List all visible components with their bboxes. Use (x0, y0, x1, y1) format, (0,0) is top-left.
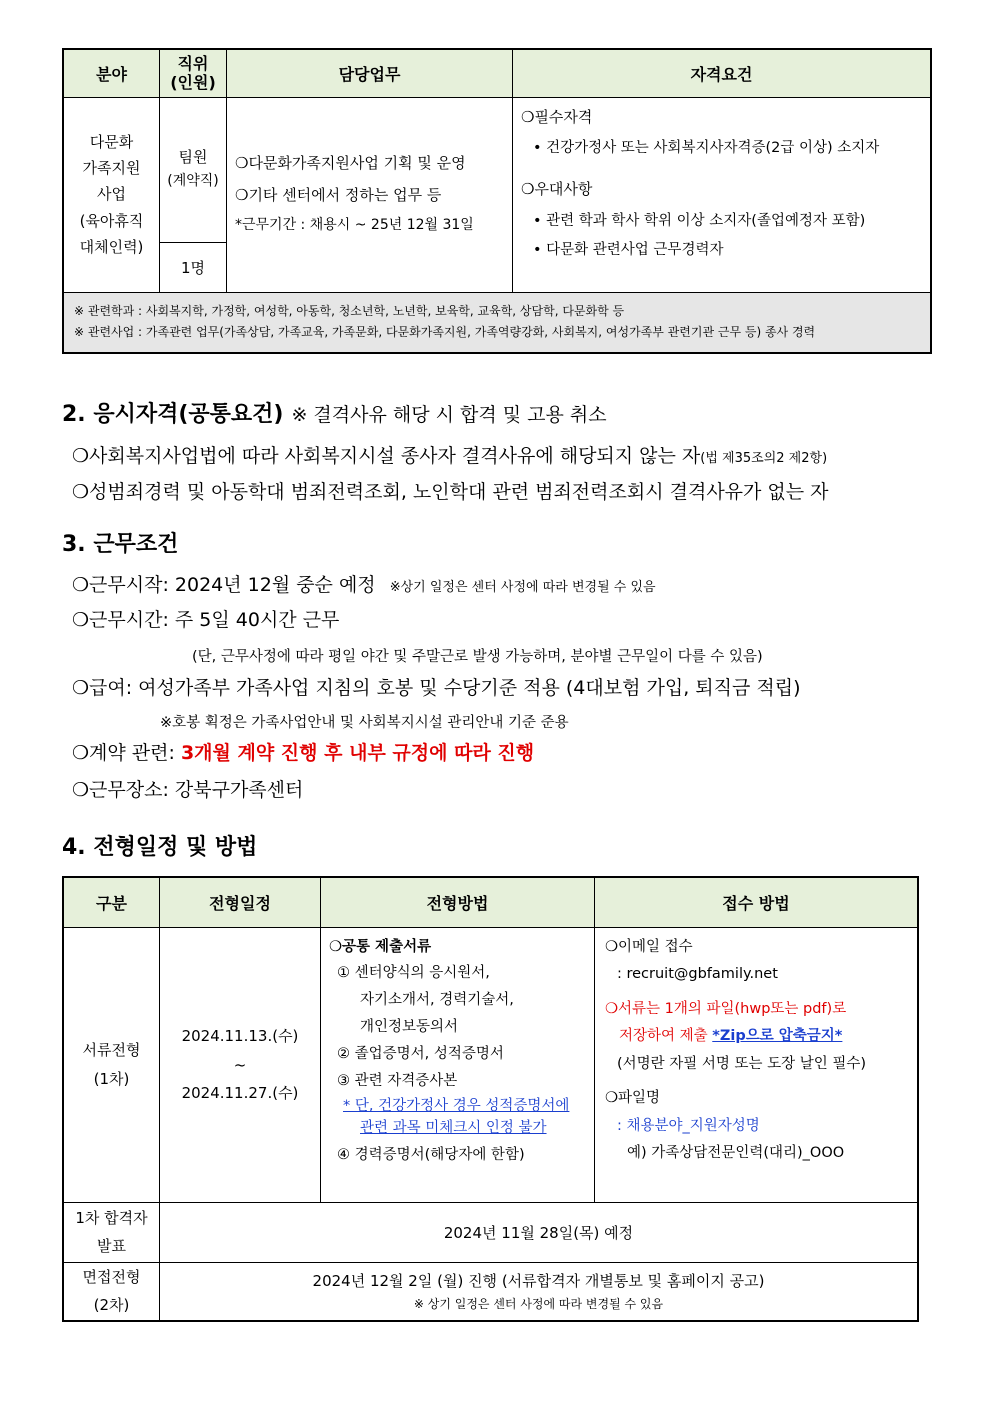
date-separator: ~ (233, 1055, 247, 1074)
required-title: ❍필수자격 (521, 107, 593, 126)
stage-cell-2 (63, 1203, 160, 1263)
signature-note: (서명란 자필 서명 또는 도장 날인 필수) (617, 1055, 867, 1072)
salary: ❍급여: 여성가족부 가족사업 지침의 호봉 및 수당기준 적용 (4대보험 가입, 퇴직금 적립) (72, 677, 801, 699)
section-2-heading (62, 397, 607, 428)
preferred-item: • 관련 학과 학사 학위 이상 소지자(졸업예정자 포함) (533, 212, 866, 229)
interview-cell (160, 1263, 919, 1321)
doc-item: ③ 관련 자격증사본 (337, 1072, 458, 1089)
file-rule-line (605, 1023, 907, 1051)
eligibility-line-1 (72, 441, 827, 468)
doc-item: ② 졸업증명서, 성적증명서 (337, 1045, 504, 1062)
stage-label: (1차) (93, 1069, 130, 1088)
note-line: ※ 관련학과 : 사회복지학, 가정학, 여성학, 아동학, 청소년학, 노년학, 보육학, 교육학, 상담학, 다문화학 등 (74, 303, 625, 318)
work-hours-note: (단, 근무사정에 따라 평일 야간 및 주말근로 발생 가능하며, 분야별 근무일이 다를 수 있음) (192, 649, 763, 665)
contract-label: ❍계약 관련: (72, 742, 181, 764)
schedule-cell-1 (160, 927, 321, 1203)
salary-note: ※호봉 획정은 가족사업안내 및 사회복지시설 관리안내 기준 준용 (160, 715, 569, 731)
work-start (72, 570, 656, 597)
header-field: 분야 (63, 49, 160, 97)
email-title: ❍이메일 접수 (605, 938, 693, 955)
stage-label: (2차) (93, 1295, 130, 1314)
position-title: 팀원 (178, 147, 208, 166)
docs-note-line: 관련 과목 미체크시 인정 불가 (360, 1119, 547, 1136)
doc-item: 자기소개서, 경력기술서, (360, 992, 514, 1009)
announcement-text: 2024년 11월 28일(목) 예정 (160, 1203, 919, 1263)
work-start-note: ※상기 일정은 센터 사정에 따라 변경될 수 있음 (389, 580, 656, 595)
field-line: (육아휴직 (79, 211, 144, 230)
docs-note (329, 1096, 586, 1138)
position-cell (160, 97, 227, 242)
file-rule-text: 저장하여 제출 (619, 1028, 713, 1045)
stage-cell-3 (63, 1263, 160, 1321)
filename-format: : 채용분야_지원자성명 (617, 1117, 760, 1134)
docs-title: ❍공통 제출서류 (329, 938, 432, 955)
header-receipt: 접수 방법 (595, 877, 919, 927)
field-line: 사업 (97, 185, 126, 204)
eligibility-line-2: ❍성범죄경력 및 아동학대 범죄전력조회, 노인학대 관련 범죄전력조회시 결격사유가 없는 자 (72, 481, 829, 503)
header-method: 전형방법 (321, 877, 595, 927)
header-qualifications: 자격요건 (513, 49, 932, 97)
date-end: 2024.11.27.(수) (181, 1084, 299, 1103)
docs-note-line: * 단, 건강가정사 경우 성적증명서에 (343, 1098, 570, 1115)
file-rule: ❍서류는 1개의 파일(hwp또는 pdf)로 (605, 1000, 847, 1017)
doc-item: ④ 경력증명서(해당자에 한함) (337, 1146, 525, 1163)
interview-text: 2024년 12월 2일 (월) 진행 (서류합격자 개별통보 및 홈페이지 공고) (312, 1271, 765, 1290)
field-line: 다문화 (89, 132, 134, 151)
doc-item: 개인정보동의서 (360, 1019, 459, 1036)
notes-cell (63, 292, 931, 353)
eligibility-text: ❍사회복지사업법에 따라 사회복지시설 종사자 결격사유에 해당되지 않는 자 (72, 445, 701, 467)
section-2-note: ※ 결격사유 해당 시 합격 및 고용 취소 (291, 404, 607, 426)
zip-warning: *Zip으로 압축금지* (712, 1028, 843, 1045)
qualifications-cell (513, 97, 932, 292)
duty-item: ❍다문화가족지원사업 기획 및 운영 (235, 154, 466, 173)
stage-label: 면접전형 (82, 1267, 141, 1286)
schedule-table (62, 876, 919, 1322)
email-address: : recruit@gbfamily.net (617, 966, 778, 983)
filename-title: ❍파일명 (605, 1090, 661, 1107)
preferred-item: • 다문화 관련사업 근무경력자 (533, 241, 724, 258)
section-3-title: 3. 근무조건 (62, 532, 179, 557)
receipt-cell (595, 927, 919, 1203)
interview-note: ※ 상기 일정은 센터 사정에 따라 변경될 수 있음 (413, 1297, 664, 1312)
eligibility-law: (법 제35조의2 제2항) (700, 451, 828, 466)
position-count: 1명 (160, 242, 227, 292)
contract-value: 3개월 계약 진행 후 내부 규정에 따라 진행 (180, 742, 535, 764)
duties-cell (227, 97, 513, 292)
work-start-text: ❍근무시작: 2024년 12월 중순 예정 (72, 574, 376, 596)
field-line: 대체인력) (79, 237, 144, 256)
header-position: 직위 (인원) (160, 49, 227, 97)
section-4-title: 4. 전형일정 및 방법 (62, 835, 258, 860)
contract (72, 738, 534, 765)
header-stage: 구분 (63, 877, 160, 927)
work-hours: ❍근무시간: 주 5일 40시간 근무 (72, 609, 340, 631)
stage-label: 1차 합격자 (75, 1209, 148, 1228)
duty-item: ❍기타 센터에서 정하는 업무 등 (235, 185, 442, 204)
filename-example: 예) 가족상담전문인력(대리)_OOO (627, 1145, 845, 1162)
field-cell (63, 97, 160, 292)
method-cell (321, 927, 595, 1203)
stage-cell-1 (63, 927, 160, 1203)
date-start: 2024.11.13.(수) (181, 1027, 299, 1046)
preferred-title: ❍우대사항 (521, 180, 593, 199)
section-2-title: 2. 응시자격(공통요건) (62, 402, 284, 427)
stage-label: 발표 (97, 1236, 126, 1255)
note-line: ※ 관련사업 : 가족관련 업무(가족상담, 가족교육, 가족문화, 다문화가족지원, 가족역량강화, 사회복지, 여성가족부 관련기관 근무 등) 종사 경력 (74, 325, 816, 340)
header-duties: 담당업무 (227, 49, 513, 97)
field-line: 가족지원 (82, 159, 141, 178)
work-place: ❍근무장소: 강북구가족센터 (72, 779, 304, 801)
header-schedule: 전형일정 (160, 877, 321, 927)
required-item: • 건강가정사 또는 사회복지사자격증(2급 이상) 소지자 (533, 140, 880, 157)
position-type: (계약직) (167, 173, 219, 190)
doc-item: ① 센터양식의 응시원서, (337, 965, 490, 982)
duty-period: *근무기간 : 채용시 ~ 25년 12월 31일 (235, 217, 474, 234)
position-table (62, 48, 932, 354)
stage-label: 서류전형 (82, 1041, 141, 1060)
